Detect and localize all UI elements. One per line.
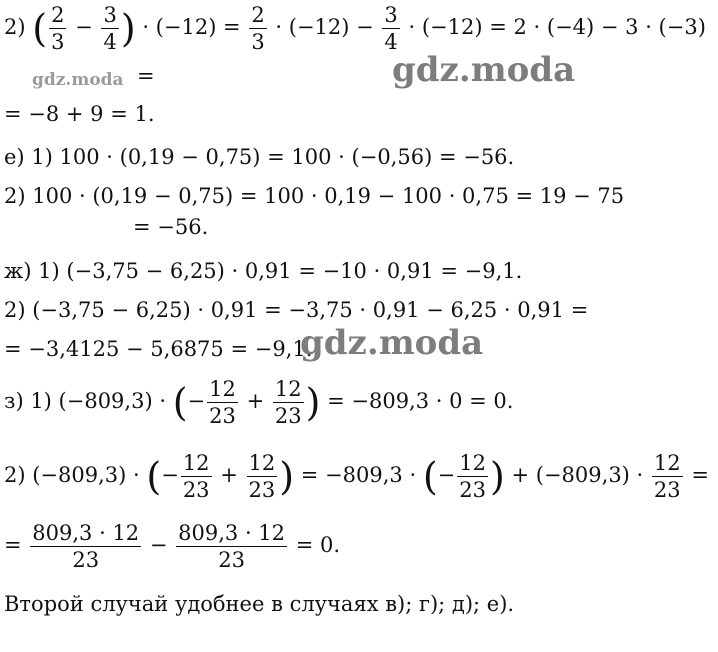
denominator: 23 bbox=[459, 478, 486, 502]
denominator: 23 bbox=[72, 548, 100, 572]
expression-text: = bbox=[691, 463, 709, 487]
line-4: е) 1) 100 · (0,19 − 0,75) = 100 · (−0,56) = −56. bbox=[4, 145, 515, 169]
numerator: 809,3 · 12 bbox=[178, 521, 286, 545]
line-12 bbox=[4, 520, 340, 573]
denominator: 4 bbox=[384, 30, 398, 54]
operator: − bbox=[187, 389, 206, 413]
expression-text: · (−12) − bbox=[275, 15, 374, 39]
operator: − bbox=[149, 533, 168, 557]
expression-text: = −809,3 · bbox=[300, 463, 417, 487]
denominator: 23 bbox=[653, 478, 681, 502]
numerator: 3 bbox=[103, 3, 117, 27]
watermark-top: gdz.moda bbox=[392, 50, 576, 90]
fraction bbox=[207, 376, 238, 429]
denominator: 23 bbox=[218, 548, 245, 572]
open-paren: ( bbox=[172, 380, 188, 425]
close-paren: ) bbox=[305, 380, 321, 425]
numerator: 2 bbox=[51, 3, 65, 27]
operator: − bbox=[75, 15, 93, 39]
expression-text: · (−12) = bbox=[142, 15, 241, 39]
watermark-small: gdz.moda bbox=[32, 70, 124, 90]
fraction bbox=[101, 2, 118, 55]
line-5: 2) 100 · (0,19 − 0,75) = 100 · 0,19 − 100 · 0,75 = 19 − 75 bbox=[4, 184, 625, 208]
fraction bbox=[457, 450, 488, 503]
fraction bbox=[247, 450, 278, 503]
equals-sign: = bbox=[4, 533, 22, 557]
expression-text: · (−12) = 2 · (−4) − 3 · (−3) bbox=[408, 15, 706, 39]
numerator: 12 bbox=[248, 451, 276, 475]
denominator: 23 bbox=[248, 478, 276, 502]
close-paren: ) bbox=[489, 454, 505, 499]
line-3: = −8 + 9 = 1. bbox=[4, 102, 155, 126]
operator: − bbox=[161, 463, 179, 487]
open-paren: ( bbox=[32, 6, 48, 51]
line-10 bbox=[4, 376, 513, 429]
expression-text: = −809,3 · 0 = 0. bbox=[327, 389, 514, 413]
close-paren: ) bbox=[279, 454, 295, 499]
open-paren: ( bbox=[146, 454, 162, 499]
line-8: 2) (−3,75 − 6,25) · 0,91 = −3,75 · 0,91 − 6,25 · 0,91 = bbox=[4, 298, 589, 322]
expression-text: + (−809,3) · bbox=[511, 463, 644, 487]
fraction bbox=[249, 2, 266, 55]
line-6: = −56. bbox=[133, 215, 209, 239]
denominator: 4 bbox=[103, 30, 117, 54]
line-1 bbox=[4, 2, 706, 55]
watermark-middle: gdz.moda bbox=[300, 323, 484, 363]
denominator: 23 bbox=[274, 404, 302, 428]
expression-text: з) 1) (−809,3) · bbox=[4, 389, 167, 413]
line-13-conclusion: Второй случай удобнее в случаях в); г); д); е). bbox=[4, 592, 515, 616]
equals-sign: = bbox=[137, 64, 155, 88]
fraction bbox=[273, 376, 304, 429]
operator: − bbox=[437, 463, 456, 487]
fraction bbox=[176, 520, 287, 573]
denominator: 3 bbox=[251, 30, 265, 54]
fraction bbox=[652, 450, 683, 503]
line-2 bbox=[137, 62, 155, 90]
open-paren: ( bbox=[422, 454, 438, 499]
line-7: ж) 1) (−3,75 − 6,25) · 0,91 = −10 · 0,91 = −9,1. bbox=[4, 259, 523, 283]
denominator: 23 bbox=[209, 404, 236, 428]
operator: + bbox=[246, 389, 265, 413]
expression-text: = 0. bbox=[295, 533, 341, 557]
numerator: 12 bbox=[209, 377, 236, 401]
numerator: 12 bbox=[459, 451, 486, 475]
fraction bbox=[382, 2, 399, 55]
numerator: 2 bbox=[251, 3, 265, 27]
line-11 bbox=[4, 450, 709, 503]
expression-text: 2) (−809,3) · bbox=[4, 463, 140, 487]
line-9: = −3,4125 − 5,6875 = −9,1. bbox=[4, 337, 313, 361]
denominator: 23 bbox=[182, 478, 210, 502]
operator: + bbox=[220, 463, 238, 487]
denominator: 3 bbox=[51, 30, 65, 54]
item-label: 2) bbox=[4, 15, 26, 39]
fraction bbox=[30, 520, 141, 573]
numerator: 12 bbox=[274, 377, 302, 401]
close-paren: ) bbox=[120, 6, 136, 51]
numerator: 3 bbox=[384, 3, 398, 27]
numerator: 12 bbox=[182, 451, 210, 475]
fraction bbox=[49, 2, 66, 55]
numerator: 809,3 · 12 bbox=[32, 521, 140, 545]
fraction bbox=[181, 450, 212, 503]
numerator: 12 bbox=[653, 451, 681, 475]
